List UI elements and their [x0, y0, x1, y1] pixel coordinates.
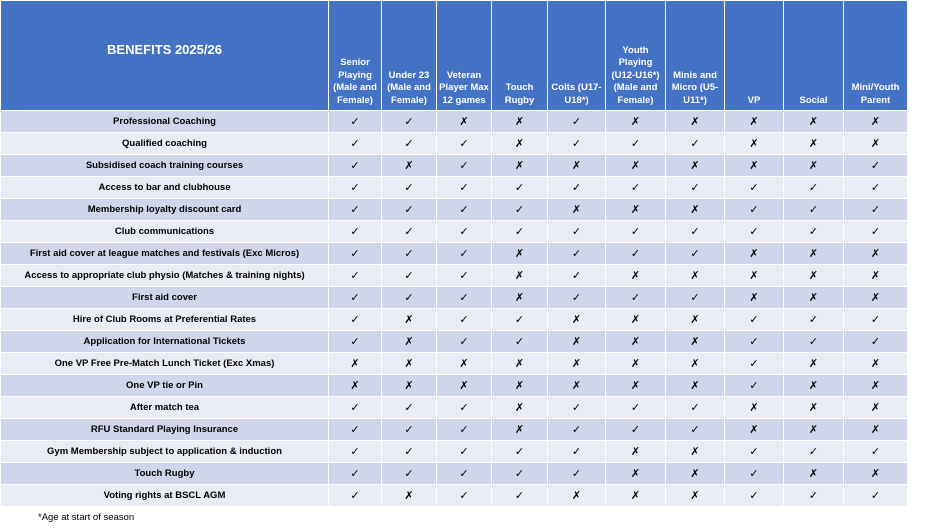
check-icon: ✓	[329, 111, 382, 133]
check-icon: ✓	[548, 287, 606, 309]
check-icon: ✓	[725, 441, 784, 463]
check-icon: ✓	[437, 199, 492, 221]
check-icon: ✓	[492, 463, 548, 485]
check-icon: ✓	[382, 463, 437, 485]
cross-icon: ✗	[606, 265, 666, 287]
benefit-label: Gym Membership subject to application & induction	[1, 441, 329, 463]
check-icon: ✓	[382, 265, 437, 287]
check-icon: ✓	[329, 199, 382, 221]
table-row	[1, 133, 908, 155]
cross-icon: ✗	[548, 309, 606, 331]
column-header: Senior Playing (Male and Female)	[329, 1, 382, 111]
table-title: BENEFITS 2025/26	[1, 1, 329, 111]
cross-icon: ✗	[725, 265, 784, 287]
check-icon: ✓	[784, 485, 844, 507]
check-icon: ✓	[382, 133, 437, 155]
column-header: Veteran Player Max 12 games	[437, 1, 492, 111]
cross-icon: ✗	[666, 375, 725, 397]
check-icon: ✓	[725, 177, 784, 199]
table-row	[1, 111, 908, 133]
check-icon: ✓	[606, 287, 666, 309]
column-header: Youth Playing (U12-U16*) (Male and Female)	[606, 1, 666, 111]
check-icon: ✓	[329, 419, 382, 441]
cross-icon: ✗	[548, 485, 606, 507]
cross-icon: ✗	[492, 353, 548, 375]
check-icon: ✓	[606, 133, 666, 155]
cross-icon: ✗	[606, 375, 666, 397]
cross-icon: ✗	[725, 133, 784, 155]
check-icon: ✓	[437, 419, 492, 441]
cross-icon: ✗	[606, 111, 666, 133]
check-icon: ✓	[784, 177, 844, 199]
check-icon: ✓	[329, 331, 382, 353]
check-icon: ✓	[382, 287, 437, 309]
check-icon: ✓	[666, 133, 725, 155]
cross-icon: ✗	[784, 397, 844, 419]
cross-icon: ✗	[492, 111, 548, 133]
column-header: Mini/Youth Parent	[844, 1, 908, 111]
benefit-label: First aid cover at league matches and festivals (Exc Micros)	[1, 243, 329, 265]
check-icon: ✓	[548, 133, 606, 155]
cross-icon: ✗	[606, 199, 666, 221]
check-icon: ✓	[382, 441, 437, 463]
table-row	[1, 397, 908, 419]
cross-icon: ✗	[666, 265, 725, 287]
check-icon: ✓	[548, 177, 606, 199]
check-icon: ✓	[548, 419, 606, 441]
check-icon: ✓	[437, 177, 492, 199]
check-icon: ✓	[437, 265, 492, 287]
check-icon: ✓	[329, 265, 382, 287]
cross-icon: ✗	[382, 155, 437, 177]
cross-icon: ✗	[548, 331, 606, 353]
cross-icon: ✗	[382, 331, 437, 353]
cross-icon: ✗	[492, 265, 548, 287]
check-icon: ✓	[437, 441, 492, 463]
table-row	[1, 287, 908, 309]
check-icon: ✓	[725, 353, 784, 375]
check-icon: ✓	[548, 221, 606, 243]
table-row	[1, 221, 908, 243]
cross-icon: ✗	[666, 309, 725, 331]
cross-icon: ✗	[666, 441, 725, 463]
column-header: VP	[725, 1, 784, 111]
check-icon: ✓	[725, 199, 784, 221]
cross-icon: ✗	[844, 353, 908, 375]
check-icon: ✓	[784, 221, 844, 243]
benefit-label: Qualified coaching	[1, 133, 329, 155]
benefit-label: Subsidised coach training courses	[1, 155, 329, 177]
cross-icon: ✗	[844, 287, 908, 309]
column-header: Under 23 (Male and Female)	[382, 1, 437, 111]
cross-icon: ✗	[725, 155, 784, 177]
cross-icon: ✗	[492, 397, 548, 419]
table-row	[1, 463, 908, 485]
benefit-label: One VP Free Pre-Match Lunch Ticket (Exc Xmas)	[1, 353, 329, 375]
check-icon: ✓	[844, 309, 908, 331]
check-icon: ✓	[844, 199, 908, 221]
benefit-label: Club communications	[1, 221, 329, 243]
check-icon: ✓	[844, 441, 908, 463]
check-icon: ✓	[725, 485, 784, 507]
table-row	[1, 331, 908, 353]
check-icon: ✓	[437, 133, 492, 155]
cross-icon: ✗	[548, 155, 606, 177]
cross-icon: ✗	[725, 287, 784, 309]
table-row	[1, 441, 908, 463]
cross-icon: ✗	[437, 111, 492, 133]
check-icon: ✓	[492, 309, 548, 331]
table-row	[1, 309, 908, 331]
footnote: *Age at start of season	[38, 512, 135, 523]
check-icon: ✓	[725, 331, 784, 353]
cross-icon: ✗	[784, 287, 844, 309]
check-icon: ✓	[492, 331, 548, 353]
cross-icon: ✗	[784, 243, 844, 265]
benefit-label: Hire of Club Rooms at Preferential Rates	[1, 309, 329, 331]
cross-icon: ✗	[548, 375, 606, 397]
table-row	[1, 485, 908, 507]
table-row	[1, 419, 908, 441]
check-icon: ✓	[844, 485, 908, 507]
cross-icon: ✗	[492, 419, 548, 441]
benefit-label: Membership loyalty discount card	[1, 199, 329, 221]
check-icon: ✓	[725, 375, 784, 397]
check-icon: ✓	[844, 155, 908, 177]
cross-icon: ✗	[606, 353, 666, 375]
check-icon: ✓	[606, 177, 666, 199]
check-icon: ✓	[725, 309, 784, 331]
column-header: Touch Rugby	[492, 1, 548, 111]
cross-icon: ✗	[437, 353, 492, 375]
table-row	[1, 353, 908, 375]
cross-icon: ✗	[844, 133, 908, 155]
check-icon: ✓	[606, 243, 666, 265]
check-icon: ✓	[382, 243, 437, 265]
check-icon: ✓	[437, 287, 492, 309]
check-icon: ✓	[437, 309, 492, 331]
cross-icon: ✗	[492, 287, 548, 309]
check-icon: ✓	[844, 331, 908, 353]
cross-icon: ✗	[725, 111, 784, 133]
benefit-label: RFU Standard Playing Insurance	[1, 419, 329, 441]
check-icon: ✓	[329, 397, 382, 419]
benefit-label: Voting rights at BSCL AGM	[1, 485, 329, 507]
cross-icon: ✗	[784, 133, 844, 155]
check-icon: ✓	[492, 221, 548, 243]
cross-icon: ✗	[725, 397, 784, 419]
check-icon: ✓	[437, 155, 492, 177]
check-icon: ✓	[382, 111, 437, 133]
cross-icon: ✗	[606, 463, 666, 485]
check-icon: ✓	[666, 221, 725, 243]
check-icon: ✓	[548, 243, 606, 265]
table-row	[1, 177, 908, 199]
cross-icon: ✗	[382, 485, 437, 507]
check-icon: ✓	[606, 419, 666, 441]
check-icon: ✓	[844, 177, 908, 199]
cross-icon: ✗	[784, 155, 844, 177]
cross-icon: ✗	[382, 353, 437, 375]
cross-icon: ✗	[844, 265, 908, 287]
check-icon: ✓	[437, 397, 492, 419]
table-row	[1, 265, 908, 287]
cross-icon: ✗	[844, 419, 908, 441]
cross-icon: ✗	[784, 111, 844, 133]
column-header: Minis and Micro (U5-U11*)	[666, 1, 725, 111]
cross-icon: ✗	[666, 353, 725, 375]
check-icon: ✓	[382, 177, 437, 199]
cross-icon: ✗	[329, 375, 382, 397]
cross-icon: ✗	[548, 353, 606, 375]
table-row	[1, 155, 908, 177]
check-icon: ✓	[329, 485, 382, 507]
table-row	[1, 375, 908, 397]
cross-icon: ✗	[666, 155, 725, 177]
benefit-label: One VP tie or Pin	[1, 375, 329, 397]
table-row	[1, 199, 908, 221]
cross-icon: ✗	[666, 463, 725, 485]
check-icon: ✓	[666, 397, 725, 419]
benefit-label: After match tea	[1, 397, 329, 419]
cross-icon: ✗	[725, 419, 784, 441]
cross-icon: ✗	[666, 199, 725, 221]
check-icon: ✓	[784, 331, 844, 353]
cross-icon: ✗	[844, 243, 908, 265]
benefit-label: Access to appropriate club physio (Matches & training nights)	[1, 265, 329, 287]
table-row	[1, 243, 908, 265]
cross-icon: ✗	[329, 353, 382, 375]
cross-icon: ✗	[606, 155, 666, 177]
cross-icon: ✗	[382, 309, 437, 331]
benefit-label: Professional Coaching	[1, 111, 329, 133]
cross-icon: ✗	[606, 309, 666, 331]
check-icon: ✓	[437, 243, 492, 265]
benefit-label: Touch Rugby	[1, 463, 329, 485]
column-header: Colts (U17-U18*)	[548, 1, 606, 111]
check-icon: ✓	[329, 309, 382, 331]
check-icon: ✓	[725, 463, 784, 485]
cross-icon: ✗	[492, 375, 548, 397]
check-icon: ✓	[492, 485, 548, 507]
check-icon: ✓	[666, 419, 725, 441]
check-icon: ✓	[382, 199, 437, 221]
check-icon: ✓	[329, 155, 382, 177]
check-icon: ✓	[548, 111, 606, 133]
check-icon: ✓	[437, 331, 492, 353]
check-icon: ✓	[492, 441, 548, 463]
check-icon: ✓	[329, 287, 382, 309]
cross-icon: ✗	[548, 199, 606, 221]
check-icon: ✓	[844, 221, 908, 243]
check-icon: ✓	[666, 243, 725, 265]
check-icon: ✓	[548, 441, 606, 463]
check-icon: ✓	[329, 221, 382, 243]
check-icon: ✓	[606, 397, 666, 419]
cross-icon: ✗	[784, 353, 844, 375]
cross-icon: ✗	[784, 463, 844, 485]
cross-icon: ✗	[492, 243, 548, 265]
cross-icon: ✗	[606, 331, 666, 353]
benefit-label: First aid cover	[1, 287, 329, 309]
check-icon: ✓	[329, 177, 382, 199]
cross-icon: ✗	[844, 463, 908, 485]
cross-icon: ✗	[844, 375, 908, 397]
cross-icon: ✗	[666, 485, 725, 507]
header-row	[1, 1, 908, 111]
check-icon: ✓	[329, 243, 382, 265]
check-icon: ✓	[382, 419, 437, 441]
cross-icon: ✗	[382, 375, 437, 397]
cross-icon: ✗	[606, 441, 666, 463]
cross-icon: ✗	[492, 133, 548, 155]
check-icon: ✓	[437, 221, 492, 243]
cross-icon: ✗	[844, 111, 908, 133]
cross-icon: ✗	[725, 243, 784, 265]
check-icon: ✓	[666, 287, 725, 309]
check-icon: ✓	[492, 199, 548, 221]
check-icon: ✓	[437, 463, 492, 485]
column-header: Social	[784, 1, 844, 111]
check-icon: ✓	[548, 397, 606, 419]
check-icon: ✓	[666, 177, 725, 199]
check-icon: ✓	[548, 265, 606, 287]
check-icon: ✓	[548, 463, 606, 485]
check-icon: ✓	[382, 397, 437, 419]
check-icon: ✓	[329, 463, 382, 485]
cross-icon: ✗	[492, 155, 548, 177]
benefit-label: Access to bar and clubhouse	[1, 177, 329, 199]
cross-icon: ✗	[666, 111, 725, 133]
cross-icon: ✗	[784, 375, 844, 397]
check-icon: ✓	[784, 309, 844, 331]
table-body	[1, 111, 908, 507]
check-icon: ✓	[784, 199, 844, 221]
check-icon: ✓	[382, 221, 437, 243]
check-icon: ✓	[725, 221, 784, 243]
cross-icon: ✗	[437, 375, 492, 397]
check-icon: ✓	[329, 441, 382, 463]
cross-icon: ✗	[784, 419, 844, 441]
cross-icon: ✗	[844, 397, 908, 419]
cross-icon: ✗	[666, 331, 725, 353]
check-icon: ✓	[784, 441, 844, 463]
check-icon: ✓	[329, 133, 382, 155]
cross-icon: ✗	[606, 485, 666, 507]
benefit-label: Application for International Tickets	[1, 331, 329, 353]
cross-icon: ✗	[784, 265, 844, 287]
check-icon: ✓	[437, 485, 492, 507]
check-icon: ✓	[492, 177, 548, 199]
check-icon: ✓	[606, 221, 666, 243]
